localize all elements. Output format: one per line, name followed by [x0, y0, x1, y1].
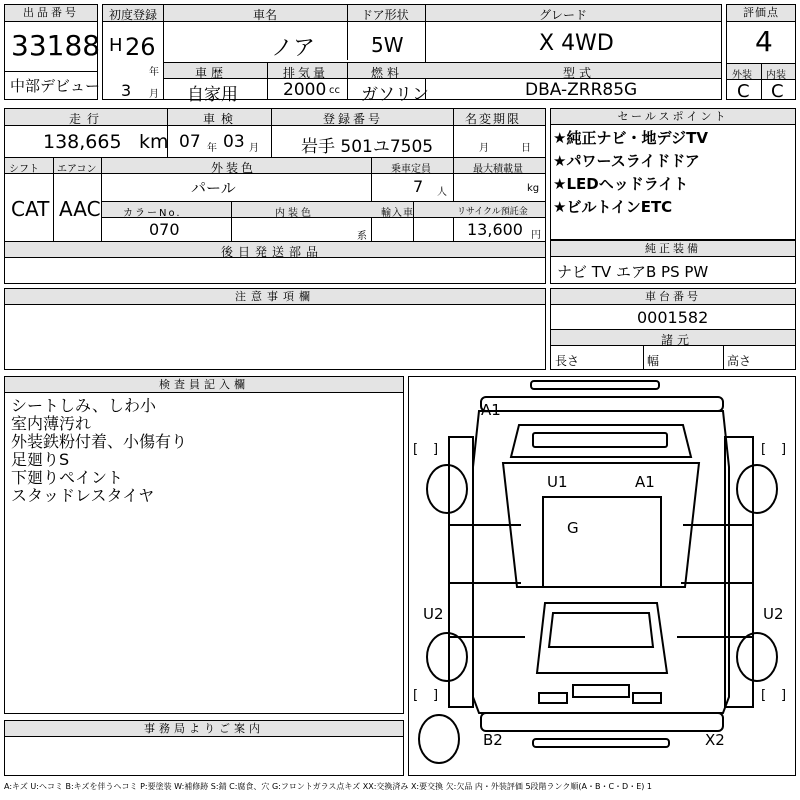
- nc-month-unit: 月: [479, 143, 489, 154]
- plate-number: 岩手 501ユ7505: [301, 137, 434, 157]
- mileage-label: 走行: [69, 112, 106, 126]
- insp-month-unit: 月: [249, 143, 259, 154]
- capacity: 7: [413, 177, 424, 196]
- ac-label: エアコン: [57, 164, 97, 175]
- int-color-label: 内装色: [275, 208, 314, 219]
- ac: AAC: [59, 197, 101, 221]
- insp-year-unit: 年: [207, 143, 217, 154]
- interior-grade: C: [771, 81, 784, 102]
- chassis-box: [550, 288, 796, 370]
- capacity-unit: 人: [437, 187, 447, 198]
- mark-windshield: G: [567, 519, 579, 537]
- inspector-notes-box: [4, 376, 404, 714]
- office-label: 事務局よりご案内: [5, 721, 403, 737]
- interior-label: 内装: [766, 70, 786, 81]
- svg-text:]: ]: [781, 688, 787, 703]
- spec-height-label: 高さ: [727, 354, 752, 368]
- int-color-unit: 系: [357, 231, 367, 242]
- recycle-label: リサイクル預託金: [457, 207, 528, 217]
- color-no-label: カラーNo.: [123, 208, 182, 219]
- first-reg-label: 初度登録: [109, 8, 158, 22]
- history: 自家用: [187, 85, 238, 105]
- exterior-label: 外装: [732, 70, 752, 81]
- displacement-label: 排気量: [283, 66, 329, 80]
- mark-hood: U1: [547, 473, 568, 491]
- yen-unit: 円: [531, 230, 541, 241]
- mark-hood-right: A1: [635, 473, 655, 491]
- lot-number-box: [4, 4, 101, 100]
- sales-point-item: ★ビルトインETC: [553, 198, 673, 216]
- first-reg-month: 3: [121, 81, 132, 100]
- svg-text:[: [: [761, 442, 767, 457]
- sales-points-label: セールスポイント: [551, 109, 795, 125]
- month-unit: 月: [149, 89, 159, 100]
- lot-number-label: 出品番号: [5, 5, 97, 22]
- mileage-unit: km: [139, 131, 169, 153]
- spec-length-label: 長さ: [555, 354, 580, 368]
- recycle-fee: 13,600: [467, 220, 523, 239]
- grade: X 4WD: [539, 31, 614, 56]
- insp-month: 03: [223, 132, 245, 152]
- caution-box: [4, 288, 546, 370]
- sales-point-item: ★パワースライドドア: [553, 152, 700, 170]
- inspector-note-line: 室内薄汚れ: [11, 414, 92, 433]
- model-code: DBA-ZRR85G: [525, 80, 638, 100]
- door-label: ドア形状: [361, 8, 409, 22]
- svg-text:[: [: [413, 442, 419, 457]
- inspector-note-line: スタッドレスタイヤ: [11, 486, 155, 505]
- grade-label: グレード: [539, 8, 588, 22]
- svg-text:[: [: [761, 688, 767, 703]
- door-type: 5W: [371, 33, 404, 57]
- inspection-label: 車検: [203, 112, 240, 126]
- vehicle-info-top: [102, 4, 722, 105]
- sales-point-item: ★純正ナビ・地デジTV: [553, 129, 708, 147]
- inspector-note-line: 下廻りペイント: [11, 468, 124, 487]
- fuel-label: 燃料: [371, 66, 404, 80]
- equipment-label: 純正装備: [551, 241, 795, 257]
- vehicle-details: [4, 108, 546, 284]
- plate-label: 登録番号: [323, 112, 384, 126]
- load-label: 最大積載量: [473, 164, 523, 175]
- name-change-label: 名変期限: [465, 112, 522, 126]
- mark-rear-right: X2: [705, 731, 725, 749]
- debut-text: 中部デビュー: [10, 77, 101, 95]
- mark-right-rear: U2: [763, 605, 784, 623]
- caution-label: 注意事項欄: [5, 289, 545, 305]
- specs-label: 諸元: [661, 333, 694, 347]
- car-diagram-svg: [409, 377, 795, 775]
- displacement: 2000: [283, 80, 327, 100]
- load-unit: kg: [527, 183, 540, 194]
- exterior-grade: C: [737, 81, 750, 102]
- color-label: 外装色: [211, 161, 257, 175]
- svg-text:[: [: [413, 688, 419, 703]
- equipment-list: ナビ TV エアB PS PW: [557, 263, 709, 281]
- mileage: 138,665: [43, 131, 122, 153]
- fuel: ガソリン: [361, 85, 429, 105]
- mark-left-rear: U2: [423, 605, 444, 623]
- year-unit: 年: [149, 67, 159, 78]
- capacity-label: 乗車定員: [391, 164, 431, 175]
- score: 4: [755, 25, 773, 58]
- import-label: 輸入車: [381, 208, 414, 219]
- inspector-note-line: 外装鉄粉付着、小傷有り: [11, 432, 188, 451]
- mark-rear-left: B2: [483, 731, 503, 749]
- svg-text:]: ]: [433, 442, 439, 457]
- history-label: 車歴: [195, 66, 228, 80]
- inspector-label: 検査員記入欄: [5, 377, 403, 393]
- first-reg-year: 26: [125, 33, 156, 61]
- color-number: 070: [149, 220, 180, 239]
- equipment-box: [550, 240, 796, 284]
- later-parts-label: 後日発送部品: [221, 245, 324, 259]
- chassis-label: 車台番号: [551, 289, 795, 305]
- exterior-color: パール: [191, 179, 236, 197]
- score-label: 評価点: [727, 5, 795, 22]
- chassis-number: 0001582: [637, 308, 709, 327]
- insp-year: 07: [179, 132, 201, 152]
- mark-front-bumper: A1: [481, 401, 501, 419]
- car-name: ノア: [271, 36, 316, 61]
- score-box: [726, 4, 796, 100]
- shift: CAT: [11, 197, 50, 221]
- inspector-note-line: シートしみ、しわ小: [11, 396, 156, 415]
- sales-points-box: [550, 108, 796, 240]
- sales-point-item: ★LEDヘッドライト: [553, 175, 689, 193]
- legend-text: A:キズ U:ヘコミ B:キズを伴うヘコミ P:要塗装 W:補修跡 S:錆 C:腐食、穴 G:フロントガラス点キズ XX:交換済み X:要交換 欠:欠品 内・外装評価 5段階ランク順(A・B・C・D・E) 1: [4, 782, 653, 791]
- model-label: 型式: [563, 66, 596, 80]
- spec-width-label: 幅: [647, 354, 660, 368]
- era-letter: H: [109, 35, 123, 56]
- office-notice-box: [4, 720, 404, 776]
- inspector-note-line: 足廻りS: [11, 450, 70, 469]
- svg-text:]: ]: [781, 442, 787, 457]
- cc-unit: cc: [329, 85, 340, 96]
- shift-label: シフト: [9, 164, 39, 175]
- svg-text:]: ]: [433, 688, 439, 703]
- damage-diagram: [408, 376, 796, 776]
- car-name-label: 車名: [253, 8, 278, 22]
- nc-day-unit: 日: [521, 143, 531, 154]
- lot-number: 33188: [11, 29, 101, 62]
